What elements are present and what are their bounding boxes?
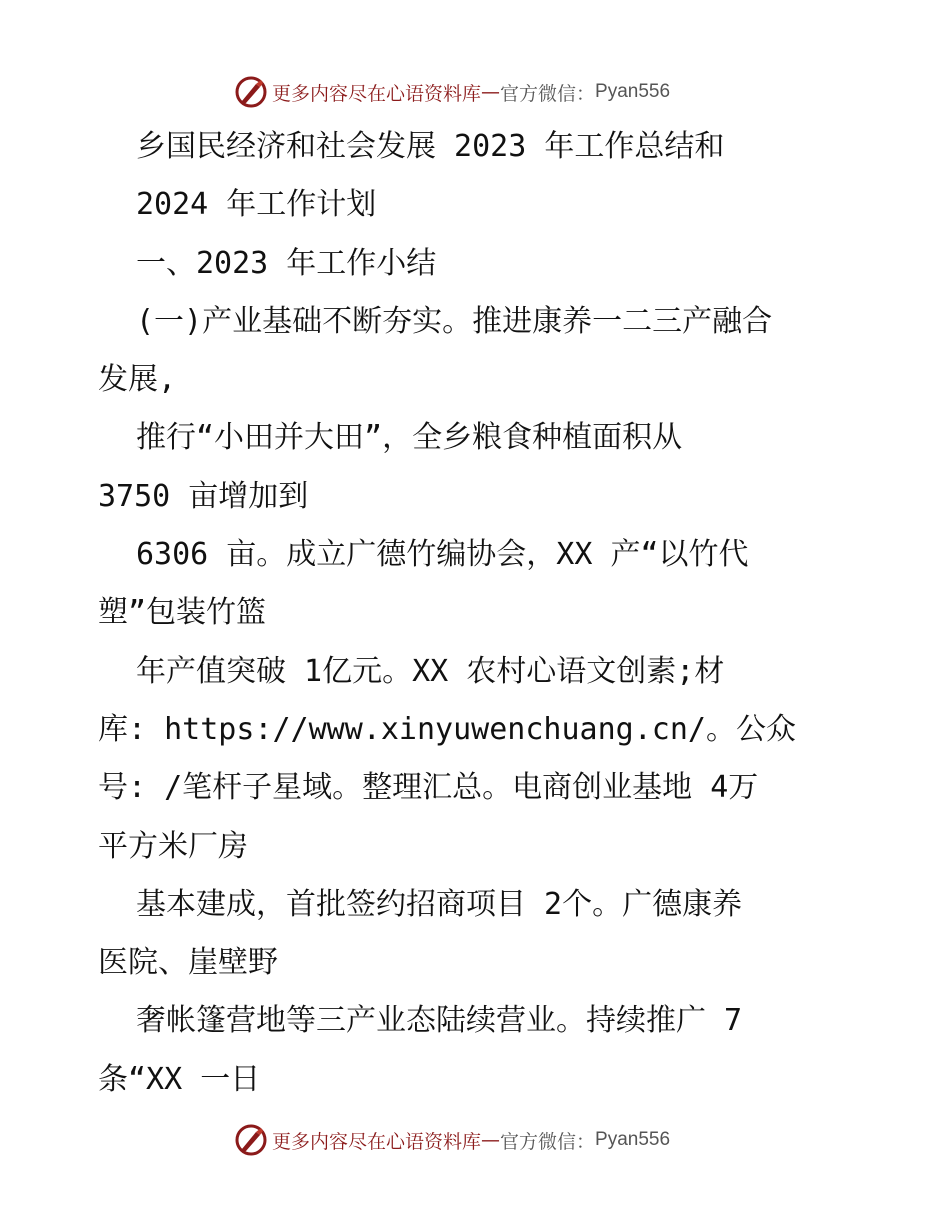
paragraph-line: 奢帐篷营地等三产业态陆续营业。持续推广 7: [136, 1003, 743, 1039]
banner-wechat-id: Pyan556: [595, 1129, 671, 1150]
paragraph-line: 推行“小田并大田”，全乡粮食种植面积从: [136, 420, 683, 456]
brush-pen-logo-icon: [234, 1123, 268, 1157]
paragraph-line: 号: /笔杆子星域。整理汇总。电商创业基地 4万: [98, 770, 759, 806]
paragraph-line: 发展,: [98, 362, 177, 398]
banner-slogan: 更多内容尽在心语资料库: [272, 1130, 482, 1153]
paragraph-line: (一)产业基础不断夯实。推进康养一二三产融合: [136, 303, 773, 339]
footer-watermark-banner: [234, 1120, 670, 1160]
banner-wechat-id: Pyan556: [595, 81, 671, 102]
banner-slogan: 更多内容尽在心语资料库: [272, 82, 482, 105]
title-line-2: 2024 年工作计划: [136, 187, 377, 223]
paragraph-line: 3750 亩增加到: [98, 478, 309, 514]
document-body: [98, 118, 878, 1109]
paragraph-line: 医院、崖壁野: [98, 945, 278, 981]
header-watermark-banner: [234, 72, 670, 112]
paragraph-line: 平方米厂房: [98, 828, 248, 864]
banner-dash: —: [481, 1129, 501, 1151]
section-heading: 一、2023 年工作小结: [136, 245, 437, 281]
brush-pen-logo-icon: [234, 75, 268, 109]
title-line-1: 乡国民经济和社会发展 2023 年工作总结和: [136, 129, 725, 164]
paragraph-line: 基本建成，首批签约招商项目 2个。广德康养: [136, 886, 743, 922]
paragraph-line: 库: https://www.xinyuwenchuang.cn/。公众: [98, 711, 796, 747]
paragraph-line: 6306 亩。成立广德竹编协会，XX 产“以竹代: [136, 537, 749, 573]
paragraph-line: 年产值突破 1亿元。XX 农村心语文创素;材: [136, 653, 725, 689]
banner-wechat-label: 官方微信：: [500, 82, 596, 105]
paragraph-line: 条“XX 一日: [98, 1061, 261, 1097]
banner-wechat-label: 官方微信：: [500, 1130, 596, 1153]
banner-dash: —: [481, 81, 501, 103]
paragraph-line: 塑”包装竹篮: [98, 595, 267, 631]
